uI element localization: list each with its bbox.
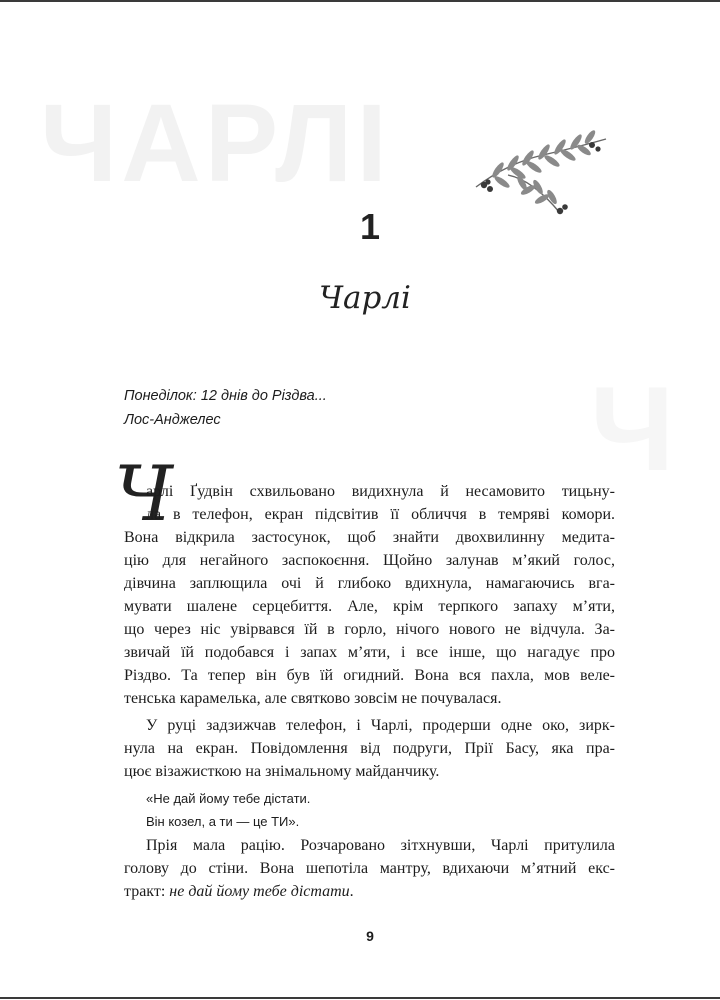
text-fragment-end: . — [349, 883, 354, 900]
text-line: мувати шалене серцебиття. Але, крім терпкого запаху м’яти, — [124, 598, 615, 615]
dateline-date: Понеділок: 12 днів до Різдва... — [124, 388, 327, 404]
dateline — [124, 384, 327, 432]
text-line: ла в телефон, екран підсвітив її обличчя в темряві комори. — [146, 506, 615, 523]
watermark-letter: Ч — [590, 362, 675, 496]
text-line: дівчина заплющила очі й глибоко вдихнула, намагаючись вга- — [124, 575, 615, 592]
text-line: нула на екран. Повідомлення від подруги, Прії Басу, яка пра- — [124, 740, 615, 757]
text-line-last — [124, 880, 615, 903]
text-line: арлі Ґудвін схвильовано видихнула й несамовито тицьну- — [146, 483, 615, 500]
sms-message-line: Він козел, а ти — це ТИ». — [146, 814, 300, 829]
text-line: тенська карамелька, але святково зовсім не почувалася. — [124, 690, 502, 707]
sms-message-line: «Не дай йому тебе дістати. — [146, 791, 311, 806]
bottom-rule — [0, 997, 720, 999]
drop-cap: Ч — [114, 449, 173, 538]
text-line: цію для негайного заспокоєння. Щойно залунав м’який голос, — [124, 552, 615, 569]
text-line: Вона відкрила застосунок, щоб знайти двохвилинну медита- — [124, 529, 615, 546]
page-number: 9 — [366, 928, 374, 944]
text-line: Різдво. Та тепер він був їй огидний. Вона вся пахла, мов веле- — [124, 667, 615, 684]
top-rule — [0, 0, 720, 2]
text-line: звичай їй подобався і запах м’яти, і все інше, що нагадує про — [124, 644, 615, 661]
text-line: Прія мала рацію. Розчаровано зітхнувши, Чарлі притулила — [146, 837, 615, 854]
dateline-place: Лос-Анджелес — [124, 412, 221, 428]
text-line: У руці задзижчав телефон, і Чарлі, продерши одне око, зирк- — [146, 717, 615, 734]
mantra-italic: не дай йому тебе дістати — [169, 883, 350, 900]
text-line: цює візажисткою на знімальному майданчику. — [124, 763, 440, 780]
text-fragment: тракт: — [124, 883, 170, 900]
chapter-title: Чарлі — [319, 280, 411, 316]
text-line: голову до стіни. Вона шепотіла мантру, вдихаючи м’ятний екс- — [124, 860, 615, 877]
chapter-number: 1 — [359, 206, 381, 247]
text-line: що через ніс увірвався їй в горло, нічого нового не відчула. За- — [124, 621, 615, 638]
watermark-text: ЧАРЛІ — [40, 82, 391, 205]
